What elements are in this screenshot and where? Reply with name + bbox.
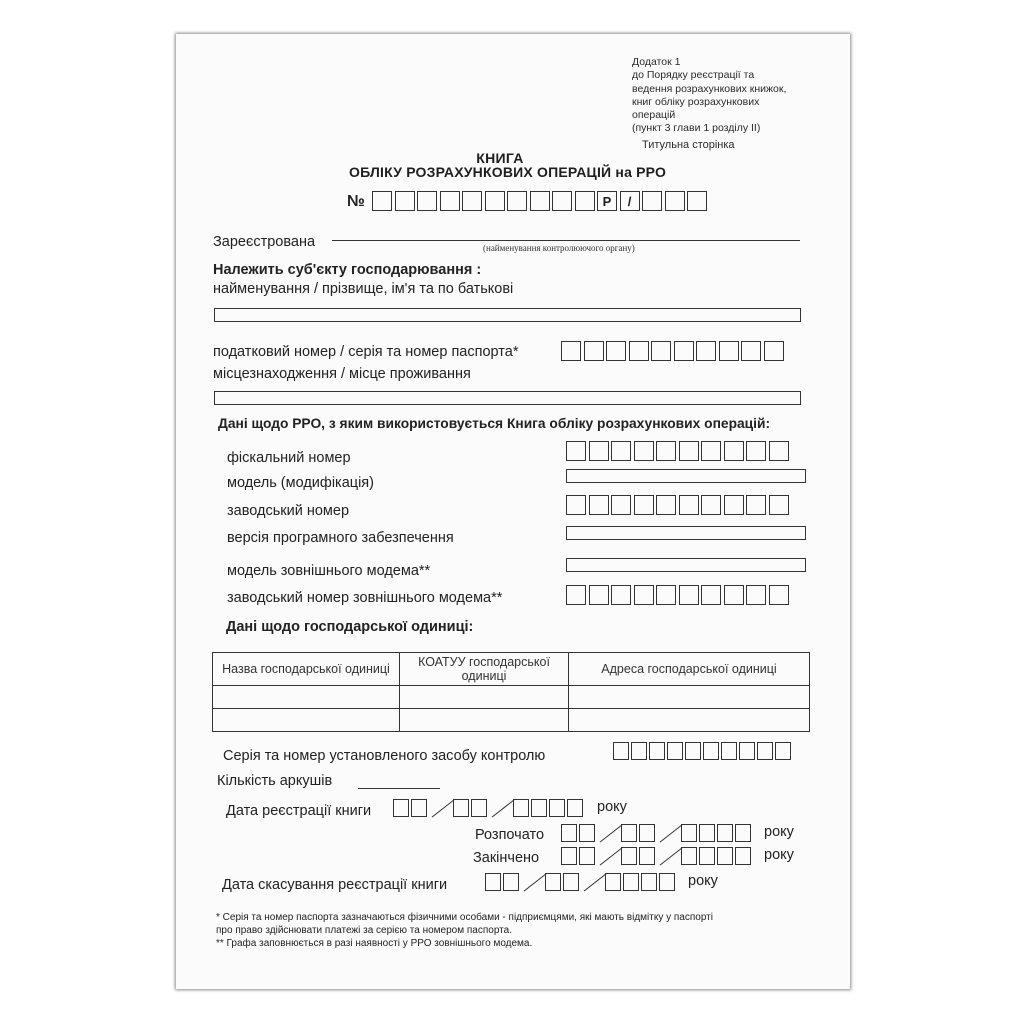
number-cell[interactable] [530, 191, 550, 211]
started-date-cells [561, 824, 753, 844]
number-cell-separator: / [620, 191, 640, 211]
date-cell[interactable] [735, 824, 751, 842]
fiscal-number-cell[interactable] [769, 441, 789, 461]
tax-number-cell[interactable] [651, 341, 671, 361]
tax-number-cell[interactable] [606, 341, 626, 361]
fiscal-number-cell[interactable] [701, 441, 721, 461]
tax-number-cells [561, 341, 786, 361]
date-separator [657, 824, 679, 844]
registered-hint: (найменування контролюючого органу) [483, 243, 635, 253]
fiscal-number-label: фіскальний номер [227, 450, 351, 466]
number-cell[interactable] [642, 191, 662, 211]
number-cell[interactable] [552, 191, 572, 211]
unit-name-header: Назва господарської одиниці [213, 653, 400, 686]
tax-number-cell[interactable] [696, 341, 716, 361]
location-field[interactable] [214, 391, 801, 405]
registration-date-label: Дата реєстрації книги [226, 803, 372, 819]
model-field[interactable] [566, 469, 806, 483]
date-cell[interactable] [561, 847, 577, 865]
tax-number-cell[interactable] [719, 341, 739, 361]
appendix-note [632, 56, 786, 136]
modem-serial-cell[interactable] [724, 585, 744, 605]
date-cell[interactable] [485, 873, 501, 891]
tax-number-cell[interactable] [764, 341, 784, 361]
date-separator [597, 847, 619, 867]
unit-koatuu-cell[interactable] [400, 686, 569, 709]
control-device-cell[interactable] [667, 742, 683, 760]
started-label: Розпочато [475, 827, 545, 843]
unit-address-cell[interactable] [569, 686, 810, 709]
number-cell-prefix: Р [597, 191, 617, 211]
document-title: КНИГА [476, 150, 524, 166]
number-cell[interactable] [440, 191, 460, 211]
number-cell[interactable] [462, 191, 482, 211]
control-device-cell[interactable] [757, 742, 773, 760]
control-device-cell[interactable] [685, 742, 701, 760]
number-cell[interactable] [372, 191, 392, 211]
modem-serial-label: заводський номер зовнішнього модема** [227, 590, 503, 606]
date-cell[interactable] [717, 824, 733, 842]
modem-serial-cell[interactable] [611, 585, 631, 605]
date-separator [489, 799, 511, 819]
date-cell[interactable] [503, 873, 519, 891]
unit-table [212, 652, 810, 732]
modem-serial-cells [566, 585, 791, 605]
date-cell[interactable] [735, 847, 751, 865]
date-cell[interactable] [681, 847, 697, 865]
number-cell[interactable] [395, 191, 415, 211]
date-cell[interactable] [579, 847, 595, 865]
modem-serial-cell[interactable] [769, 585, 789, 605]
footnote-modem: ** Графа заповнюється в разі наявності у РРО зовнішнього модема. [216, 938, 533, 949]
document-subtitle: ОБЛІКУ РОЗРАХУНКОВИХ ОПЕРАЦІЙ на РРО [349, 164, 667, 180]
registration-date-cells [393, 799, 585, 819]
modem-serial-cell[interactable] [701, 585, 721, 605]
number-cell[interactable] [485, 191, 505, 211]
control-device-cell[interactable] [739, 742, 755, 760]
sheets-count-label: Кількість аркушів [217, 773, 333, 789]
control-device-cells [613, 742, 793, 760]
fiscal-number-cell[interactable] [679, 441, 699, 461]
year-word: року [764, 847, 794, 863]
date-cell[interactable] [699, 847, 715, 865]
unit-address-header: Адреса господарської одиниці [569, 653, 810, 686]
serial-number-cell[interactable] [701, 495, 721, 515]
modem-model-label: модель зовнішнього модема** [227, 563, 431, 579]
date-cell[interactable] [545, 873, 561, 891]
date-cell[interactable] [623, 873, 639, 891]
number-cell[interactable] [417, 191, 437, 211]
owner-name-field[interactable] [214, 308, 801, 322]
book-number-cells [372, 191, 710, 211]
serial-number-label: заводський номер [227, 503, 350, 519]
date-cell[interactable] [411, 799, 427, 817]
modem-serial-cell[interactable] [634, 585, 654, 605]
cancel-date-label: Дата скасування реєстрації книги [222, 877, 448, 893]
tax-number-cell[interactable] [584, 341, 604, 361]
date-cell[interactable] [717, 847, 733, 865]
modem-model-field[interactable] [566, 558, 806, 572]
date-separator [581, 873, 603, 893]
finished-date-cells [561, 847, 753, 867]
date-separator [429, 799, 451, 819]
software-version-field[interactable] [566, 526, 806, 540]
fiscal-number-cells [566, 441, 791, 461]
fiscal-number-cell[interactable] [611, 441, 631, 461]
number-cell[interactable] [507, 191, 527, 211]
control-device-cell[interactable] [649, 742, 665, 760]
date-cell[interactable] [605, 873, 621, 891]
serial-number-cells [566, 495, 791, 515]
unit-name-cell[interactable] [213, 686, 400, 709]
date-cell[interactable] [513, 799, 529, 817]
fiscal-number-cell[interactable] [589, 441, 609, 461]
appendix-line: книг обліку розрахункових [632, 95, 760, 108]
fiscal-number-cell[interactable] [746, 441, 766, 461]
modem-serial-cell[interactable] [656, 585, 676, 605]
date-separator [657, 847, 679, 867]
date-cell[interactable] [453, 799, 469, 817]
fiscal-number-cell[interactable] [656, 441, 676, 461]
date-separator [597, 824, 619, 844]
unit-address-cell[interactable] [569, 709, 810, 732]
serial-number-cell[interactable] [634, 495, 654, 515]
appendix-line: Додаток 1 [632, 56, 681, 68]
year-word: року [597, 799, 627, 815]
tax-number-cell[interactable] [674, 341, 694, 361]
serial-number-cell[interactable] [656, 495, 676, 515]
unit-table-header [213, 653, 810, 686]
appendix-line: ведення розрахункових книжок, [632, 82, 787, 95]
modem-serial-cell[interactable] [566, 585, 586, 605]
appendix-line: до Порядку реєстрації та [632, 69, 755, 82]
control-device-cell[interactable] [775, 742, 791, 760]
date-cell[interactable] [621, 824, 637, 842]
number-cell[interactable] [665, 191, 685, 211]
fiscal-number-cell[interactable] [634, 441, 654, 461]
cancel-date-cells [485, 873, 677, 893]
sheets-count-field[interactable] [358, 788, 440, 789]
date-cell[interactable] [567, 799, 583, 817]
unit-heading: Дані щодо господарської одиниці: [226, 619, 474, 635]
appendix-line: (пункт 3 глави 1 розділу II) [632, 122, 761, 135]
date-cell[interactable] [641, 873, 657, 891]
serial-number-cell[interactable] [679, 495, 699, 515]
model-label: модель (модифікація) [227, 475, 374, 491]
control-device-cell[interactable] [721, 742, 737, 760]
registered-authority-field[interactable] [332, 240, 800, 241]
tax-number-label: податковий номер / серія та номер паспорта* [213, 344, 519, 360]
appendix-line: операцій [632, 109, 676, 122]
date-cell[interactable] [621, 847, 637, 865]
date-cell[interactable] [699, 824, 715, 842]
date-cell[interactable] [681, 824, 697, 842]
date-separator [521, 873, 543, 893]
control-device-cell[interactable] [631, 742, 647, 760]
table-row [213, 709, 810, 732]
number-cell[interactable] [687, 191, 707, 211]
title-page-label: Титульна сторінка [642, 139, 735, 151]
date-cell[interactable] [579, 824, 595, 842]
tax-number-cell[interactable] [561, 341, 581, 361]
date-cell[interactable] [549, 799, 565, 817]
software-version-label: версія програмного забезпечення [227, 530, 454, 546]
owner-heading: Належить суб'єкту господарювання : [213, 262, 482, 278]
fiscal-number-cell[interactable] [724, 441, 744, 461]
date-cell[interactable] [531, 799, 547, 817]
unit-koatuu-header: КОАТУУ господарської одиниці [400, 653, 569, 686]
modem-serial-cell[interactable] [679, 585, 699, 605]
owner-name-label: найменування / прізвище, ім'я та по батькові [213, 281, 514, 297]
number-cell[interactable] [575, 191, 595, 211]
date-cell[interactable] [393, 799, 409, 817]
serial-number-cell[interactable] [769, 495, 789, 515]
rro-heading: Дані щодо РРО, з яким використовується Книга обліку розрахункових операцій: [218, 416, 771, 431]
year-word: року [764, 824, 794, 840]
location-label: місцезнаходження / місце проживання [213, 366, 471, 382]
serial-number-cell[interactable] [611, 495, 631, 515]
date-cell[interactable] [659, 873, 675, 891]
control-device-cell[interactable] [613, 742, 629, 760]
date-cell[interactable] [471, 799, 487, 817]
serial-number-cell[interactable] [566, 495, 586, 515]
fiscal-number-cell[interactable] [566, 441, 586, 461]
tax-number-cell[interactable] [741, 341, 761, 361]
modem-serial-cell[interactable] [746, 585, 766, 605]
table-row [213, 686, 810, 709]
serial-number-cell[interactable] [589, 495, 609, 515]
date-cell[interactable] [639, 847, 655, 865]
footnote-passport-cont: про право здійснювати платежі за серією та номером паспорта. [216, 925, 512, 936]
registered-label: Зареєстрована [213, 234, 316, 250]
footnote-passport: * Серія та номер паспорта зазначаються фізичними особами - підприємцями, які мають відмітку у паспорті [216, 912, 713, 923]
number-label: № [347, 193, 365, 210]
year-word: року [688, 873, 718, 889]
unit-koatuu-cell[interactable] [400, 709, 569, 732]
finished-label: Закінчено [473, 850, 540, 866]
date-cell[interactable] [563, 873, 579, 891]
unit-name-cell[interactable] [213, 709, 400, 732]
date-cell[interactable] [561, 824, 577, 842]
control-device-cell[interactable] [703, 742, 719, 760]
serial-number-cell[interactable] [746, 495, 766, 515]
tax-number-cell[interactable] [629, 341, 649, 361]
serial-number-cell[interactable] [724, 495, 744, 515]
modem-serial-cell[interactable] [589, 585, 609, 605]
control-device-label: Серія та номер установленого засобу контролю [223, 748, 546, 764]
date-cell[interactable] [639, 824, 655, 842]
